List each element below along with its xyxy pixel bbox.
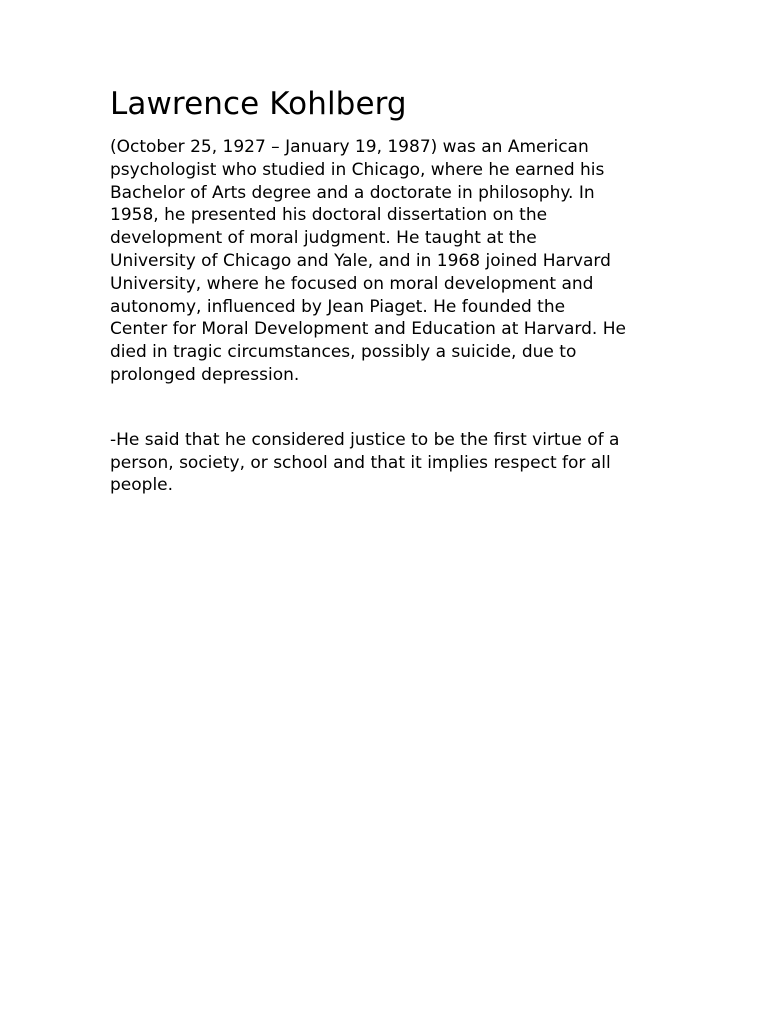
- biography-paragraph: (October 25, 1927 – January 19, 1987) was an American psychologist who studied in Chicago, where he earned his Bachelor of Arts degree and a doctorate in philosophy. In 1958, he presented his doctoral dissertation on the development of moral judgment. He taught at the University of Chicago and Yale, and in 1968 joined Harvard University, where he focused on moral development and autonomy, influenced by Jean Piaget. He founded the Center for Moral Development and Education at Harvard. He died in tragic circumstances, possibly a suicide, due to prolonged depression.: [110, 137, 626, 385]
- page-title: Lawrence Kohlberg: [110, 86, 407, 122]
- document-page: [110, 83, 670, 497]
- justice-paragraph: -He said that he considered justice to be the first virtue of a person, society, or school and that it implies respect for all people.: [110, 429, 620, 496]
